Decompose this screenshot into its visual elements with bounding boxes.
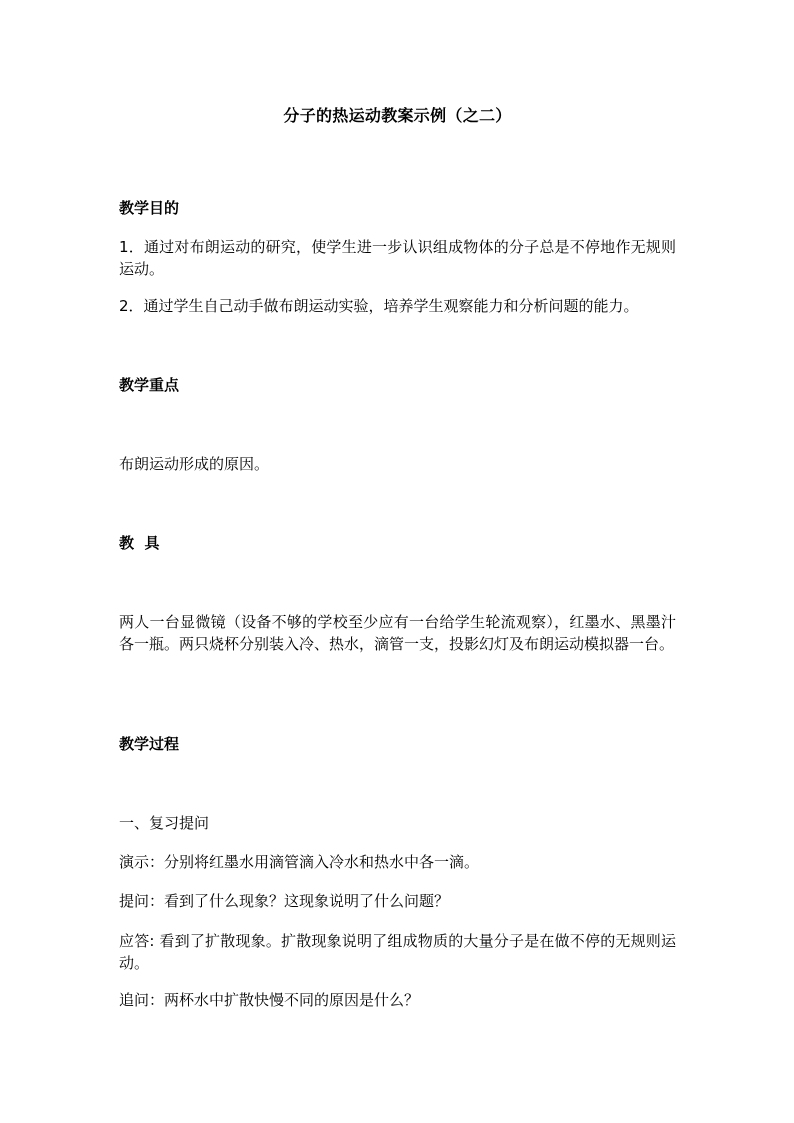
- objective-item-2: 2．通过学生自己动手做布朗运动实验，培养学生观察能力和分析问题的能力。: [119, 297, 639, 315]
- process-line-4: 追问：两杯水中扩散快慢不同的原因是什么？: [119, 991, 420, 1009]
- objectives-heading: 教学目的: [119, 199, 180, 217]
- process-subheading: 一、复习提问: [119, 814, 210, 832]
- process-line-1: 演示：分别将红墨水用滴管滴入冷水和热水中各一滴。: [119, 853, 480, 871]
- process-line-2: 提问：看到了什么现象？这现象说明了什么问题？: [119, 892, 450, 910]
- process-heading: 教学过程: [119, 735, 180, 753]
- equipment-heading: 教 具: [119, 534, 160, 552]
- key-point-heading: 教学重点: [119, 376, 180, 394]
- equipment-text: 两人一台显微镜（设备不够的学校至少应有一台给学生轮流观察），红墨水、黑墨汁各一瓶。两只烧杯分别装入冷、热水，滴管一支，投影幻灯及布朗运动模拟器一台。: [119, 613, 676, 653]
- process-line-3: 应答: 看到了扩散现象。扩散现象说明了组成物质的大量分子是在做不停的无规则运动。: [119, 932, 676, 972]
- objective-item-1: 1．通过对布朗运动的研究，使学生进一步认识组成物体的分子总是不停地作无规则运动。: [119, 238, 676, 278]
- document-title: 分子的热运动教案示例（之二）: [283, 106, 512, 125]
- key-point-text: 布朗运动形成的原因。: [119, 455, 270, 473]
